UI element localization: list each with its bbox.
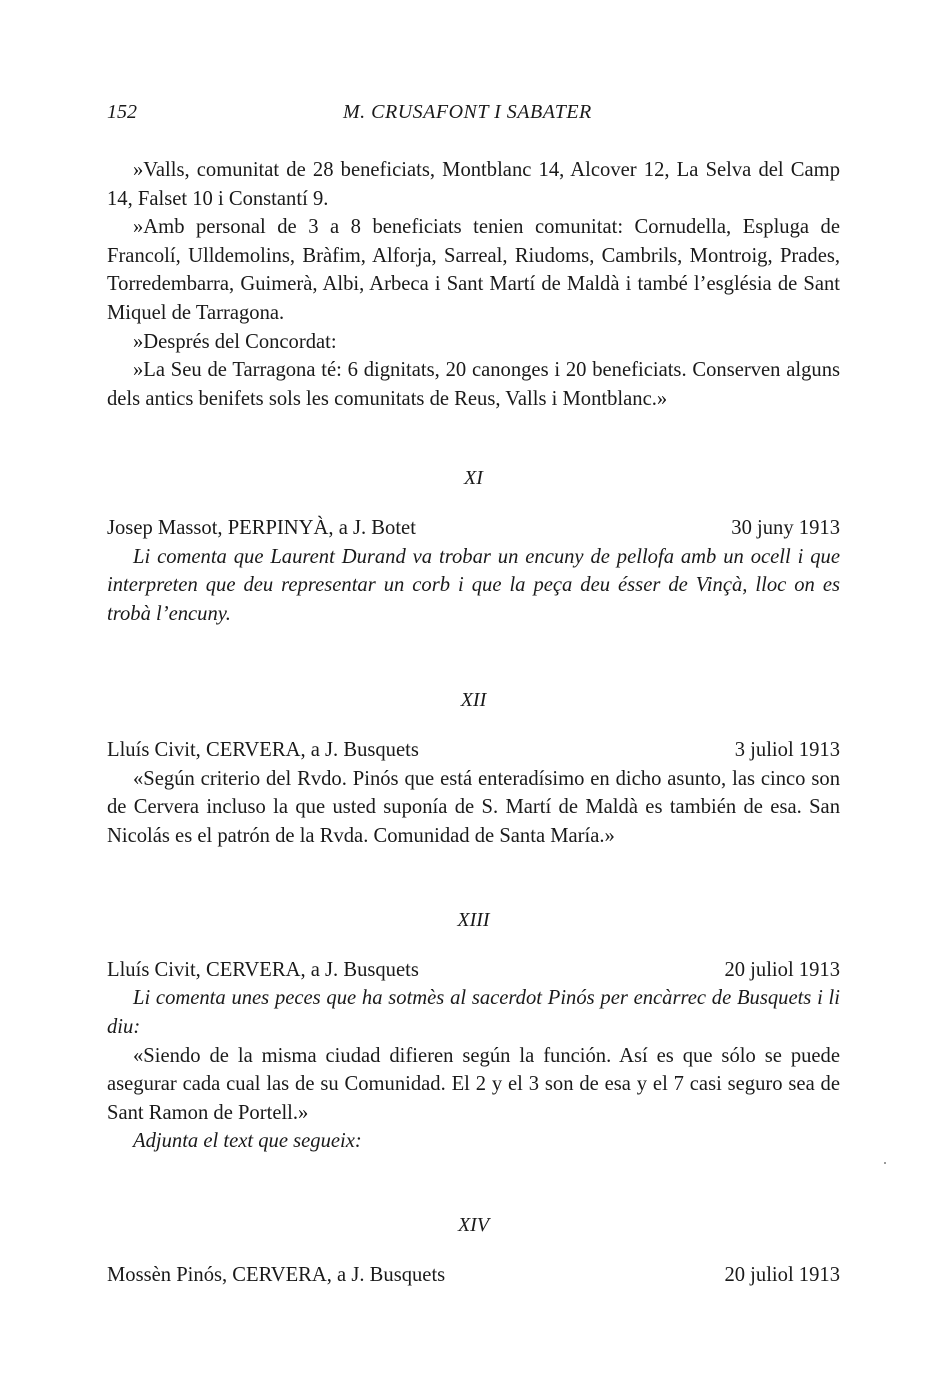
section-xii xyxy=(107,686,840,850)
section-xiii xyxy=(107,906,840,1156)
correspondence-line xyxy=(107,736,840,765)
page-number: 152 xyxy=(107,101,137,123)
correspondence-date: 20 juliol 1913 xyxy=(724,958,840,981)
intro-paragraph: »Després del Concordat: xyxy=(133,330,337,353)
section-numeral: XIV xyxy=(457,1214,490,1237)
correspondence-parties: Josep Massot, PERPINYÀ, a J. Botet xyxy=(107,516,416,539)
correspondence-parties: Lluís Civit, CERVERA, a J. Busquets xyxy=(107,958,419,981)
correspondence-parties: Mossèn Pinós, CERVERA, a J. Busquets xyxy=(107,1263,446,1286)
letter-quote: «Siendo de la misma ciudad difieren según la función. Así es que sólo se puede asegurar cada cual las de su Comunidad. El 2 y el 3 son de esa y el 7 casi seguro sea de Sant Ramon de Portell.» xyxy=(107,1044,840,1124)
intro-paragraph: »Amb personal de 3 a 8 beneficiats tenien comunitat: Cornudella, Espluga de Francolí, Ulldemolins, Bràfim, Alforja, Sarreal, Riudoms, Cambrils, Montroig, Prades, Torredembarra, Guimerà, Albi, Arbeca i Sant Martí de Maldà i també l’església de Sant Miquel de Tarragona. xyxy=(107,216,840,324)
document-page xyxy=(107,98,840,1289)
correspondence-line xyxy=(107,514,840,543)
section-xi xyxy=(107,464,840,628)
correspondence-date: 20 juliol 1913 xyxy=(724,1263,840,1286)
section-xiv xyxy=(107,1211,840,1289)
section-numeral: XII xyxy=(460,689,487,712)
running-header xyxy=(107,98,840,128)
letter-summary: Li comenta unes peces que ha sotmès al sacerdot Pinós per encàrrec de Busquets i li diu: xyxy=(107,987,840,1039)
running-title: M. CRUSAFONT I SABATER xyxy=(343,101,592,123)
letter-note: Adjunta el text que segueix: xyxy=(133,1130,362,1153)
scan-speck xyxy=(884,1162,886,1164)
correspondence-date: 30 juny 1913 xyxy=(731,516,840,539)
letter-quote: «Según criterio del Rvdo. Pinós que está enteradísimo en dicho asunto, las cinco son de Cervera incluso la que usted suponía de S. Martí de Maldà es también de esa. San Nicolás es el patrón de la Rvda. Comunidad de Santa María.» xyxy=(107,767,840,847)
intro-block xyxy=(107,156,840,413)
correspondence-line xyxy=(107,1261,840,1290)
intro-paragraph: »La Seu de Tarragona té: 6 dignitats, 20 canonges i 20 beneficiats. Conserven alguns dels antics benifets sols les comunitats de Reus, Valls i Montblanc.» xyxy=(107,359,840,410)
correspondence-line xyxy=(107,956,840,985)
correspondence-date: 3 juliol 1913 xyxy=(734,738,840,761)
section-numeral: XI xyxy=(464,467,483,490)
intro-paragraph: »Valls, comunitat de 28 beneficiats, Montblanc 14, Alcover 12, La Selva del Camp 14, Falset 10 i Constantí 9. xyxy=(107,159,840,210)
section-numeral: XIII xyxy=(457,909,490,932)
correspondence-parties: Lluís Civit, CERVERA, a J. Busquets xyxy=(107,738,419,761)
letter-summary: Li comenta que Laurent Durand va trobar un encuny de pellofa amb un ocell i que interpreten que deu representar un corb i que la peça deu ésser de Vinçà, lloc on es trobà l’encuny. xyxy=(107,545,840,625)
